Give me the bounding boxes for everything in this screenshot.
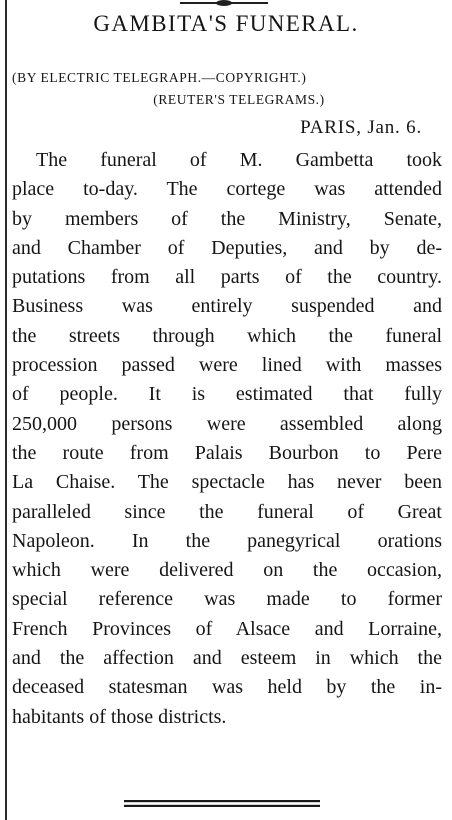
body-line: and the affection and esteem in which the — [12, 647, 442, 670]
body-line: place to-day. The cortege was attended — [12, 178, 442, 201]
body-line: The funeral of M. Gambetta took — [36, 149, 442, 171]
body-line: habitants of those districts. — [12, 705, 227, 728]
body-line: 250,000 persons were assembled along — [12, 412, 442, 435]
body-line: paralleled since the funeral of Great — [12, 500, 442, 523]
source-line-1: (BY ELECTRIC TELEGRAPH.—COPYRIGHT.) — [12, 70, 307, 85]
body-line: procession passed were lined with masses — [12, 354, 442, 377]
column-rule — [5, 0, 7, 820]
body-line: La Chaise. The spectacle has never been — [12, 471, 442, 494]
article-headline: GAMBITA'S FUNERAL. — [93, 11, 359, 36]
body-line: by members of the Ministry, Senate, — [12, 207, 442, 230]
body-line: and Chamber of Deputies, and by de- — [12, 236, 442, 259]
source-line-2: (REUTER'S TELEGRAMS.) — [153, 92, 325, 107]
body-line: Business was entirely suspended and — [12, 295, 442, 318]
body-line: Napoleon. In the panegyrical orations — [12, 529, 442, 552]
body-line: French Provinces of Alsace and Lorraine, — [12, 617, 442, 640]
body-line: which were delivered on the occasion, — [12, 559, 442, 582]
source-lines — [8, 66, 448, 109]
body-line: special reference was made to former — [12, 588, 442, 611]
body-line: the route from Palais Bourbon to Pere — [12, 441, 442, 464]
body-line: deceased statesman was held by the in- — [12, 676, 442, 699]
dateline: PARIS, Jan. 6. — [300, 117, 422, 138]
article-body — [12, 146, 442, 732]
body-line: the streets through which the funeral — [12, 324, 442, 347]
body-line: of people. It is estimated that fully — [12, 383, 442, 406]
body-line: putations from all parts of the country. — [12, 266, 442, 289]
bottom-double-rule — [124, 800, 320, 808]
